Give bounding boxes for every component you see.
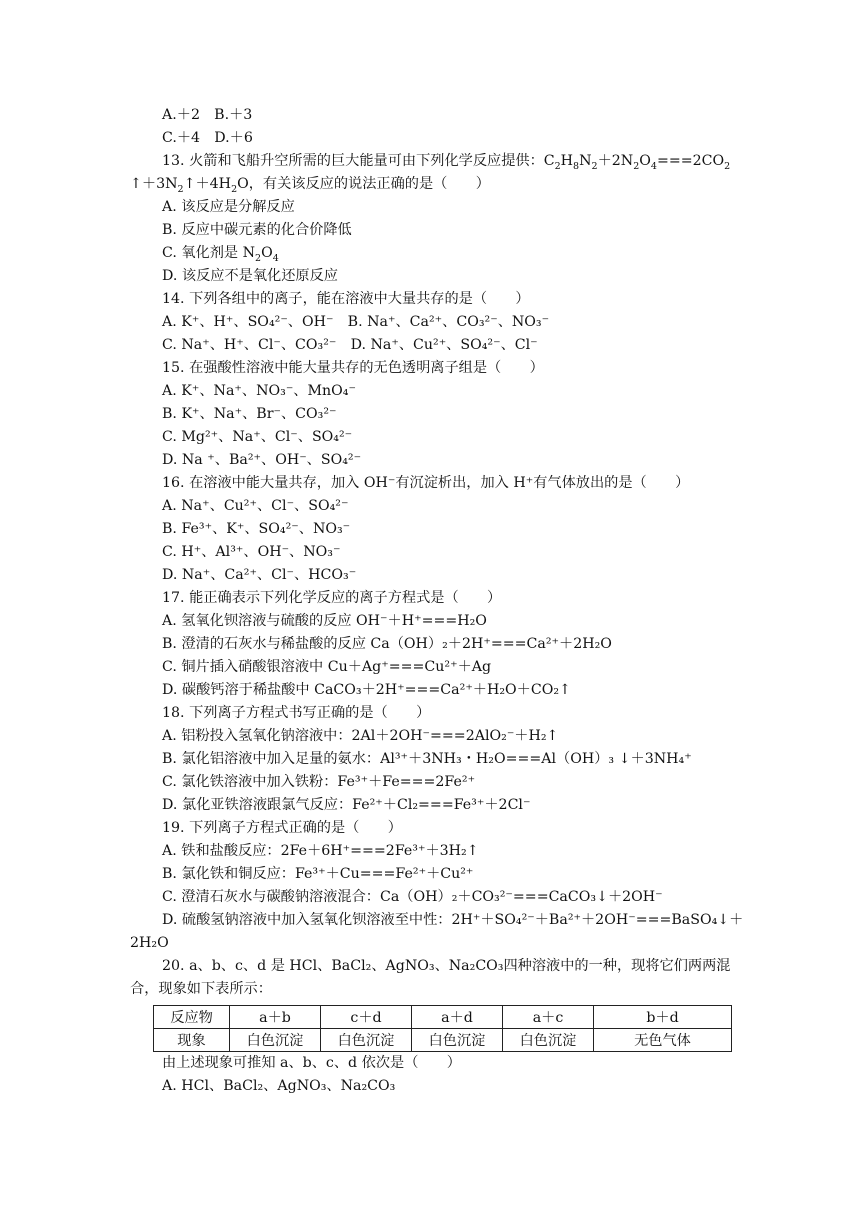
option-line: D. 该反应不是氧化还原反应: [162, 268, 338, 284]
option-line: C. 澄清石灰水与碳酸钠溶液混合：Ca（OH）₂＋CO₃²⁻===CaCO₃↓＋2OH⁻: [162, 889, 663, 905]
question-20-prompt: 由上述现象可推知 a、b、c、d 依次是（ ）: [162, 1055, 461, 1071]
option-line: B. 氯化铁和铜反应：Fe³⁺＋Cu===Fe²⁺＋Cu²⁺: [162, 866, 474, 882]
table-cell: a＋d: [412, 1006, 503, 1029]
option-line: B. 澄清的石灰水与稀盐酸的反应 Ca（OH）₂＋2H⁺===Ca²⁺＋2H₂O: [162, 636, 612, 652]
question-13-stem: 13. 火箭和飞船升空所需的巨大能量可由下列化学反应提供：$C_2H_8N_2+2N_2O_4===2CO_2$: [162, 153, 731, 172]
option-line: B. Fe³⁺、K⁺、SO₄²⁻、NO₃⁻: [162, 521, 351, 537]
option-line: C. 氧化剂是 $N_2O_4$: [162, 245, 279, 264]
question-20-stem-cont: 合，现象如下表所示：: [130, 981, 272, 997]
option-line: D. Na ⁺、Ba²⁺、OH⁻、SO₄²⁻: [162, 452, 362, 468]
option-line: C. Na⁺、H⁺、Cl⁻、CO₃²⁻ D. Na⁺、Cu²⁺、SO₄²⁻、Cl⁻: [162, 337, 538, 353]
table-cell: 白色沉淀: [412, 1029, 503, 1052]
table-cell: 白色沉淀: [503, 1029, 594, 1052]
option-line: A. K⁺、H⁺、SO₄²⁻、OH⁻ B. Na⁺、Ca²⁺、CO₃²⁻、NO₃⁻: [162, 314, 550, 330]
option-line: C. 氯化铁溶液中加入铁粉：Fe³⁺＋Fe===2Fe²⁺: [162, 774, 476, 790]
answer-options-line: A.＋2 B.＋3: [162, 107, 253, 123]
question-17-stem: 17. 能正确表示下列化学反应的离子方程式是（ ）: [162, 590, 502, 606]
table-cell: b＋d: [594, 1006, 732, 1029]
option-line: A. HCl、BaCl₂、AgNO₃、Na₂CO₃: [162, 1078, 396, 1094]
option-line: D. 氯化亚铁溶液跟氯气反应：Fe²⁺＋Cl₂===Fe³⁺＋2Cl⁻: [162, 797, 531, 813]
question-18-stem: 18. 下列离子方程式书写正确的是（ ）: [162, 705, 431, 721]
table-cell: 反应物: [154, 1006, 230, 1029]
table-header-row: [154, 1006, 732, 1029]
option-line: B. 氯化铝溶液中加入足量的氨水：Al³⁺＋3NH₃・H₂O===Al（OH）₃ ↓＋3NH₄⁺: [162, 751, 692, 767]
option-line: A. 该反应是分解反应: [162, 199, 295, 215]
option-line: D. 硫酸氢钠溶液中加入氢氧化钡溶液至中性：2H⁺＋SO₄²⁻＋Ba²⁺＋2OH⁻===BaSO₄↓＋: [162, 912, 744, 928]
table-cell: a＋c: [503, 1006, 594, 1029]
question-20-stem: 20. a、b、c、d 是 HCl、BaCl₂、AgNO₃、Na₂CO₃四种溶液中的一种，现将它们两两混: [162, 958, 731, 974]
table-cell: c＋d: [321, 1006, 412, 1029]
option-line: A. Na⁺、Cu²⁺、Cl⁻、SO₄²⁻: [162, 498, 349, 514]
option-line: A. 铁和盐酸反应：2Fe＋6H⁺===2Fe³⁺＋3H₂↑: [162, 843, 479, 859]
question-16-stem: 16. 在溶液中能大量共存，加入 OH⁻有沉淀析出，加入 H⁺有气体放出的是（ ）: [162, 475, 690, 491]
question-15-stem: 15. 在强酸性溶液中能大量共存的无色透明离子组是（ ）: [162, 360, 544, 376]
reaction-table: [153, 1005, 732, 1052]
question-13-stem-cont: $↑+3N_2↑+4H_2O$，有关该反应的说法正确的是（ ）: [130, 176, 490, 195]
table-cell: 无色气体: [594, 1029, 732, 1052]
table-cell: 白色沉淀: [321, 1029, 412, 1052]
table-cell: a＋b: [230, 1006, 321, 1029]
option-line: A. 氢氧化钡溶液与硫酸的反应 OH⁻＋H⁺===H₂O: [162, 613, 487, 629]
question-19-stem: 19. 下列离子方程式正确的是（ ）: [162, 820, 402, 836]
table-cell: 白色沉淀: [230, 1029, 321, 1052]
option-line: B. 反应中碳元素的化合价降低: [162, 222, 352, 238]
option-line: D. Na⁺、Ca²⁺、Cl⁻、HCO₃⁻: [162, 567, 357, 583]
option-line: B. K⁺、Na⁺、Br⁻、CO₃²⁻: [162, 406, 337, 422]
answer-options-line: C.＋4 D.＋6: [162, 130, 253, 146]
option-line: A. K⁺、Na⁺、NO₃⁻、MnO₄⁻: [162, 383, 356, 399]
question-14-stem: 14. 下列各组中的离子，能在溶液中大量共存的是（ ）: [162, 291, 530, 307]
option-line: C. Mg²⁺、Na⁺、Cl⁻、SO₄²⁻: [162, 429, 353, 445]
table-row: [154, 1029, 732, 1052]
option-line: C. 铜片插入硝酸银溶液中 Cu＋Ag⁺===Cu²⁺＋Ag: [162, 659, 492, 675]
option-line: C. H⁺、Al³⁺、OH⁻、NO₃⁻: [162, 544, 341, 560]
option-line: D. 碳酸钙溶于稀盐酸中 CaCO₃＋2H⁺===Ca²⁺＋H₂O＋CO₂↑: [162, 682, 571, 698]
option-line: A. 铝粉投入氢氧化钠溶液中：2Al＋2OH⁻===2AlO₂⁻＋H₂↑: [162, 728, 559, 744]
option-line-cont: 2H₂O: [130, 935, 169, 951]
table-cell: 现象: [154, 1029, 230, 1052]
